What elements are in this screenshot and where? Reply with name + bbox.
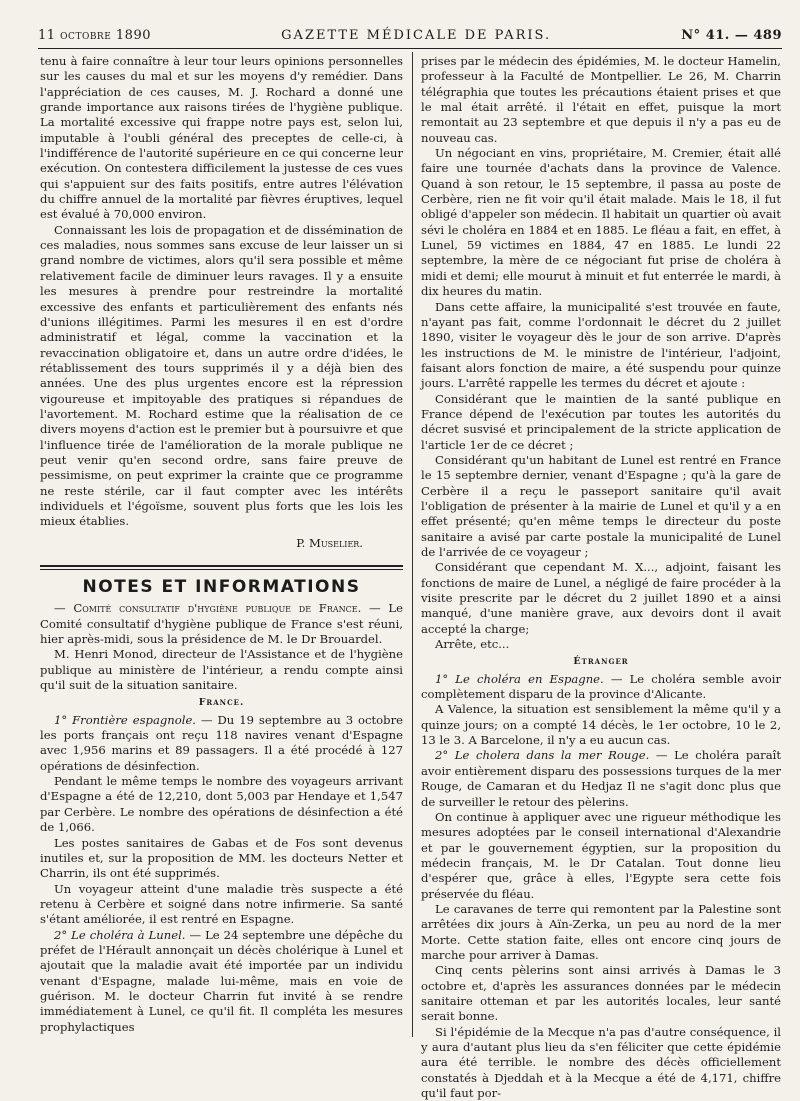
paragraph: Les postes sanitaires de Gabas et de Fos sont devenus inutiles et, sur la proposition de MM. les docteurs Netter et Charrin, ils ont été supprimés.: [40, 835, 403, 881]
paragraph: Arrête, etc...: [435, 637, 510, 652]
paragraph-text: — Le choléra semble avoir complètement disparu de la province d'Alicante.: [421, 671, 781, 702]
paragraph-text: Le Comité consultatif d'hygiène publique de France s'est réuni, hier après-midi, sous la présidence de M. le Dr Brouardel.: [40, 601, 403, 647]
paragraph: prises par le médecin des épidémies, M. le docteur Hamelin, professeur à la Faculté de Montpellier. Le 26, M. Charrin télégraphia que toutes les précautions étaient prises et que le mal était arrêté. il l'était en effet, puisque la mort remontait au 23 septembre et que depuis il n'y a pas eu de nouveau cas.: [421, 54, 781, 145]
paragraph: [421, 748, 781, 809]
paragraph: Un négociant en vins, propriétaire, M. Cremier, était allé faire une tournée d'achats dans la province de Valence. Quand à son retour, le 15 septembre, il passa au poste de Cerbère, rien ne fit voir qu'il était malade. Mais le 18, il fut obligé d'appeler son médecin. Il habitait un quartier où avait sévi le choléra en 1884 et en 1885. Le fléau a fait, en effet, à Lunel, 59 victimes en 1884, 47 en 1885. Le lundi 22 septembre, la mère de ce négociant fut prise de choléra à midi et demi; elle mourut à minuit et fut enterrée le mardi, à dix heures du matin.: [421, 146, 781, 299]
paragraph: Considérant que cependant M. X..., adjoint, faisant les fonctions de maire de Lunel, a négligé de faire procéder à la visite prescrite par le décret du 2 juillet 1890 et a ainsi manqué, d'une manière grave, aux devoirs dont il avait accepté la charge;: [421, 560, 781, 636]
section-rule-thin: [40, 569, 403, 570]
paragraph-text: — Le 24 septembre une dépêche du préfet de l'Hérault annonçait un décès cholérique à Lunel et ajoutait que la maladie avait été importée par un individu venant d'Espagne, malade lui-même, mais en voie de guérison. M. le docteur Charrin fut invité à se rendre immédiatement à Lunel, ce qu'il fit. Il compléta les mesures prophylactiques: [40, 927, 403, 1034]
paragraph: M. Henri Monod, directeur de l'Assistance et de l'hygiène publique au ministère de l'intérieur, a rendu compte ainsi qu'il suit de la situation sanitaire.: [40, 647, 403, 693]
paragraph-lead: 2° Le choléra à Lunel.: [54, 927, 186, 942]
paragraph-lead: 2° Le cholera dans la mer Rouge.: [435, 748, 650, 763]
paragraph: Dans cette affaire, la municipalité s'est trouvée en faute, n'ayant pas fait, comme l'ordonnait le décret du 2 juillet 1890, visiter le voyageur dès le jour de son arrive. D'après les instructions de M. le ministre de l'intérieur, l'adjoint, faisant alors fonction de maire, a été suspendu pour quinze jours. L'arrêté rappelle les termes du décret et ajoute :: [421, 299, 781, 391]
paragraph-text: — Le choléra paraît avoir entièrement disparu des possessions turques de la mer Rouge, de Camaran et du Hedjaz Il ne s'agit donc plus que de surveiller le retour des pèlerins.: [421, 748, 781, 809]
right-column: [421, 54, 781, 1101]
header-issue: N° 41. — 489: [681, 27, 782, 43]
paragraph: tenu à faire connaître à leur tour leurs opinions personnelles sur les causes du mal et sur les moyens d'y remédier. Dans l'appréciation de ces causes, M. J. Rochard a donné une grande importance aux raisons tirées de l'hygiène publique. La mortalité excessive qui frappe notre pays est, selon lui, imputable à l'oubli général des preceptes de celle-ci, à l'indifférence de l'autorité supérieure en ce qui concerne leur exécution. On contestera difficilement la justesse de ces vues qui s'appuient sur des faits positifs, entre autres l'élévation du chiffre annuel de la mortalité par fièvres éruptives, lequel est évalué à 70,000 environ.: [40, 54, 403, 222]
header-title: GAZETTE MÉDICALE DE PARIS.: [281, 27, 552, 43]
paragraph: On continue à appliquer avec une rigueur méthodique les mesures adoptées par le conseil international d'Alexandrie et par le gouvernement égyptien, sur la proposition du médecin français, M. le Dr Catalan. Tout donne lieu d'espérer que, grâce à elles, l'Egypte sera cette fois préservée du fléau.: [421, 809, 781, 901]
author-signature: P. Muselier.: [296, 535, 363, 550]
paragraph: Si l'épidémie de la Mecque n'a pas d'autre conséquence, il y aura d'autant plus lieu da s'en féliciter que cette épidémie aura été terrible. le nombre des décès officiellement constatés à Djeddah et à la Mecque a été de 4,171, chiffre qu'il faut por-: [421, 1024, 781, 1101]
paragraph-text: — Du 19 septembre au 3 octobre les ports français ont reçu 118 navires venant d'Espagne avec 1,956 marins et 89 passagers. Il a été procédé à 127 opérations de désinfection.: [40, 712, 403, 773]
paragraph: Considérant que le maintien de la santé publique en France dépend de l'exécution par toutes les autorités du décret susvisé et principalement de la stricte application de l'article 1er de ce décret ;: [421, 391, 781, 452]
paragraph-lead: 1° Frontière espagnole.: [54, 712, 196, 727]
subsection-heading-etranger: Étranger: [573, 656, 629, 668]
header-rule: [38, 48, 782, 49]
section-title: NOTES ET INFORMATIONS: [82, 577, 361, 597]
paragraph: [40, 928, 403, 1035]
subsection-heading-france: France.: [198, 697, 245, 709]
paragraph: Le caravanes de terre qui remontent par la Palestine sont arrêtées dix jours à Aïn-Zerka, un peu au nord de la mer Morte. Cette station faite, elles ont encore cinq jours de marche pour arriver à Damas.: [421, 901, 781, 962]
left-column: [40, 54, 403, 1035]
paragraph: Cinq cents pèlerins sont ainsi arrivés à Damas le 3 octobre et, d'après les assurances données par le médecin sanitaire otteman et par les autorités locales, leur santé serait bonne.: [421, 963, 781, 1024]
section-rule: [40, 565, 403, 567]
paragraph: Pendant le même temps le nombre des voyageurs arrivant d'Espagne a été de 12,210, dont 5,003 par Hendaye et 1,547 par Cerbère. Le nombre des opérations de désinfection a été de 1,066.: [40, 774, 403, 835]
paragraph: [421, 672, 781, 703]
paragraph: Connaissant les lois de propagation et de dissémination de ces maladies, nous sommes sans excuse de leur laisser un si grand nombre de victimes, alors qu'il sera possible et même relativement facile de diminuer leurs ravages. Il y a ensuite les mesures à prendre pour restreindre la mortalité excessive des enfants et particulièrement des enfants nés d'unions illégitimes. Parmi les mesures il en est d'ordre administratif et légal, comme la vaccination et la revaccination obligatoire et, dans un autre ordre d'idées, le rétablissement des tours supprimés il y a déjà bien des années. Une des plus urgentes encore est la répression vigoureuse et impitoyable des pratiques si répandues de l'avortement. M. Rochard estime que la réalisation de ce divers moyens d'action est le premier but à poursuivre et que l'influence tirée de l'amélioration de la morale publique ne peut venir qu'en second ordre, sans faire preuve de pessimisme, on peut exprimer la crainte que ce programme ne reste stérile, car il faut compter avec les intérêts individuels et l'égoïsme, souvent plus forts que les lois les mieux établies.: [40, 222, 403, 529]
paragraph-lead: — Comité consultatif d'hygiène publique de France. —: [54, 601, 381, 616]
paragraph: Un voyageur atteint d'une maladie très suspecte a été retenu à Cerbère et soigné dans notre infirmerie. Sa santé s'étant améliorée, il est rentré en Espagne.: [40, 881, 403, 927]
header-date: 11 octobre 1890: [38, 27, 151, 43]
paragraph: A Valence, la situation est sensiblement la même qu'il y a quinze jours; on a compté 14 décès, le 1er octobre, 10 le 2, 13 le 3. A Barcelone, il n'y a eu aucun cas.: [421, 702, 781, 748]
paragraph: Considérant qu'un habitant de Lunel est rentré en France le 15 septembre dernier, venant d'Espagne ; qu'à la gare de Cerbère il a reçu le passeport sanitaire qu'il avait l'obligation de présenter à la mairie de Lunel et qu'il y a en effet présenté; qu'en même temps le directeur du poste sanitaire a avisé par carte postale la municipalité de Lunel de l'arrivée de ce voyageur ;: [421, 452, 781, 559]
paragraph-lead: 1° Le choléra en Espagne.: [435, 671, 604, 686]
paragraph: [40, 713, 403, 774]
paragraph: [40, 601, 403, 647]
column-divider: [412, 52, 413, 1037]
running-header: [38, 24, 782, 46]
